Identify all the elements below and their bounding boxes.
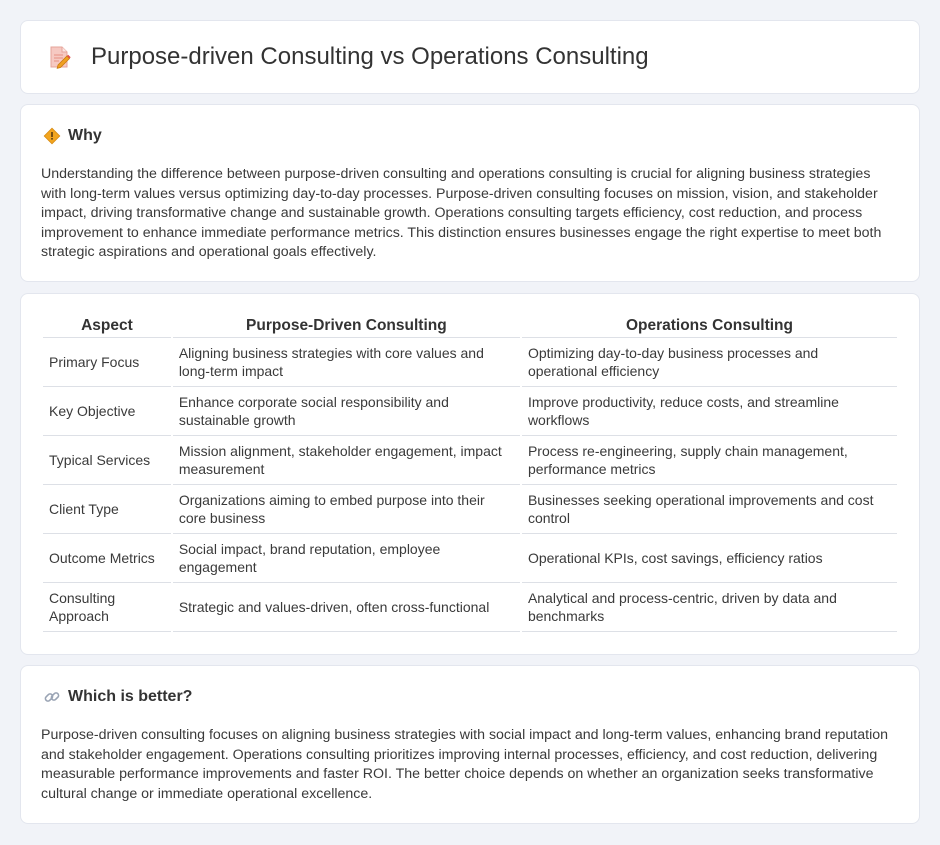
- purpose-cell: Strategic and values-driven, often cross-functional: [173, 583, 520, 632]
- table-row: [43, 583, 897, 632]
- why-card: [20, 104, 920, 282]
- better-title: Which is better?: [68, 688, 193, 705]
- why-heading: [43, 127, 102, 145]
- table-row: [43, 534, 897, 583]
- purpose-cell: Social impact, brand reputation, employee engagement: [173, 534, 520, 583]
- why-text: Understanding the difference between purpose-driven consulting and operations consulting is crucial for aligning business strategies with long-term values versus optimizing day-to-day processes. Purpose-driven consulting focuses on mission, vision, and stakeholder impact, driving transformative change and sustainable growth. Operations consulting targets efficiency, cost reduction, and process improvement to enhance immediate performance metrics. This distinction ensures businesses engage the right expertise to meet both strategic aspirations and operational goals effectively.: [41, 166, 882, 261]
- header-card: [20, 20, 920, 94]
- operations-cell: Businesses seeking operational improvements and cost control: [522, 485, 897, 534]
- link-icon: [43, 688, 61, 706]
- aspect-cell: Consulting Approach: [43, 583, 171, 632]
- header-operations: Operations Consulting: [522, 316, 897, 338]
- table-header-row: [43, 316, 897, 338]
- document-pencil-icon: [45, 43, 73, 71]
- aspect-cell: Typical Services: [43, 436, 171, 485]
- operations-cell: Analytical and process-centric, driven by data and benchmarks: [522, 583, 897, 632]
- better-text: Purpose-driven consulting focuses on aligning business strategies with social impact and long-term values, enhancing brand reputation and stakeholder engagement. Operations consulting prioritizes improving internal processes, efficiency, and cost reduction, delivering measurable performance improvements and faster ROI. The better choice depends on whether an organization seeks transformative cultural change or immediate operational excellence.: [41, 727, 889, 802]
- purpose-cell: Aligning business strategies with core values and long-term impact: [173, 338, 520, 387]
- operations-cell: Operational KPIs, cost savings, efficiency ratios: [522, 534, 897, 583]
- operations-cell: Improve productivity, reduce costs, and streamline workflows: [522, 387, 897, 436]
- title-row: [45, 43, 649, 71]
- purpose-cell: Enhance corporate social responsibility and sustainable growth: [173, 387, 520, 436]
- comparison-card: [20, 293, 920, 655]
- warning-diamond-icon: [43, 127, 61, 145]
- better-heading: [43, 688, 192, 706]
- which-is-better-card: [20, 665, 920, 824]
- operations-cell: Process re-engineering, supply chain management, performance metrics: [522, 436, 897, 485]
- operations-cell: Optimizing day-to-day business processes and operational efficiency: [522, 338, 897, 387]
- page-title: Purpose-driven Consulting vs Operations Consulting: [91, 43, 649, 70]
- aspect-cell: Primary Focus: [43, 338, 171, 387]
- why-title: Why: [68, 127, 102, 144]
- purpose-cell: Mission alignment, stakeholder engagement, impact measurement: [173, 436, 520, 485]
- table-row: [43, 338, 897, 387]
- header-aspect: Aspect: [43, 316, 171, 338]
- header-purpose-driven: Purpose-Driven Consulting: [173, 316, 520, 338]
- aspect-cell: Key Objective: [43, 387, 171, 436]
- table-row: [43, 387, 897, 436]
- aspect-cell: Outcome Metrics: [43, 534, 171, 583]
- table-row: [43, 485, 897, 534]
- purpose-cell: Organizations aiming to embed purpose into their core business: [173, 485, 520, 534]
- aspect-cell: Client Type: [43, 485, 171, 534]
- table-row: [43, 436, 897, 485]
- comparison-table: [41, 316, 899, 632]
